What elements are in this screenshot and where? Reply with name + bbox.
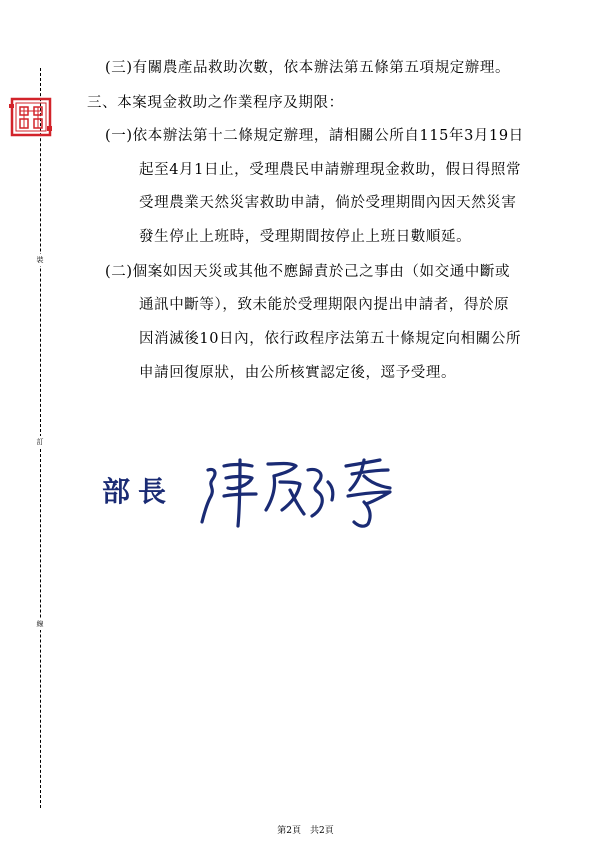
page-footer: 第2頁 共2頁 (277, 826, 334, 836)
seal-stamp (9, 96, 53, 138)
item-two-line-1: (二)個案如因天災或其他不應歸責於己之事由（如交通中斷或 (105, 264, 511, 280)
item-one-line-3: 受理農業天然災害救助申請，倘於受理期間內因天然災害 (139, 195, 517, 211)
binding-label-zhuang: 裝 (34, 254, 46, 266)
item-two-line-4: 申請回復原狀，由公所核實認定後，逕予受理。 (139, 365, 457, 381)
item-two-line-3: 因消滅後10日內，依行政程序法第五十條規定向相關公所 (139, 331, 522, 347)
signature-block (102, 452, 422, 532)
item-three-three: (三)有關農產品救助次數，依本辦法第五條第五項規定辦理。 (105, 60, 511, 76)
item-one-line-2: 起至4月1日止，受理農民申請辦理現金救助，假日得照常 (139, 162, 522, 178)
item-one-line-1: (一)依本辦法第十二條規定辦理，請相關公所自115年3月19日 (105, 128, 524, 144)
binding-label-xian: 線 (34, 618, 46, 630)
binding-label-ding: 訂 (34, 436, 46, 448)
handwritten-signature (194, 452, 414, 532)
section-three-heading: 三、本案現金救助之作業程序及期限： (87, 95, 344, 111)
signature-title: 部長 (102, 475, 175, 508)
item-two-line-2: 通訊中斷等），致未能於受理期限內提出申請者，得於原 (139, 297, 510, 313)
item-one-line-4: 發生停止上班時，受理期間按停止上班日數順延。 (139, 229, 472, 245)
